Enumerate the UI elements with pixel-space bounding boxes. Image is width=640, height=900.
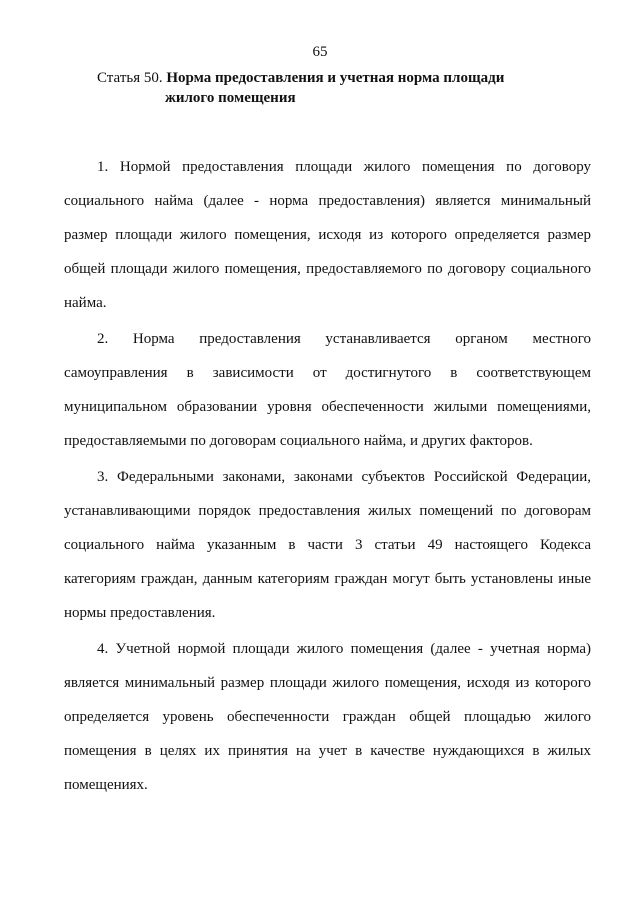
article-number: Статья 50.: [97, 70, 163, 86]
paragraph-1: 1. Нормой предоставления площади жилого помещения по договору социального найма (далее - норма предоставления) является минимальный размер площади жилого помещения, исходя из которого определяется размер общей площади жилого помещения, предоставляемого по договору социального найма.: [64, 159, 591, 311]
article-title-line1: Норма предоставления и учетная норма площади: [166, 70, 505, 86]
paragraph-2: 2. Норма предоставления устанавливается органом местного самоуправления в зависимости от достигнутого в соответствующем муниципальном образовании уровня обеспеченности жилыми помещениями, предоставляемыми по договорам социального найма, и других факторов.: [64, 331, 591, 449]
paragraph-4: 4. Учетной нормой площади жилого помещения (далее - учетная норма) является минимальный размер площади жилого помещения, исходя из которого определяется уровень обеспеченности граждан общей площадью жилого помещения в целях их принятия на учет в качестве нуждающихся в жилых помещениях.: [64, 641, 591, 793]
article-body: [64, 150, 591, 804]
page-number: 65: [312, 44, 328, 60]
article-title-line2: жилого помещения: [165, 90, 296, 106]
article-heading: [97, 68, 577, 108]
paragraph-3: 3. Федеральными законами, законами субъектов Российской Федерации, устанавливающими порядок предоставления жилых помещений по договорам социального найма указанным в части 3 статьи 49 настоящего Кодекса категориям граждан, данным категориям граждан могут быть установлены иные нормы предоставления.: [64, 469, 591, 621]
